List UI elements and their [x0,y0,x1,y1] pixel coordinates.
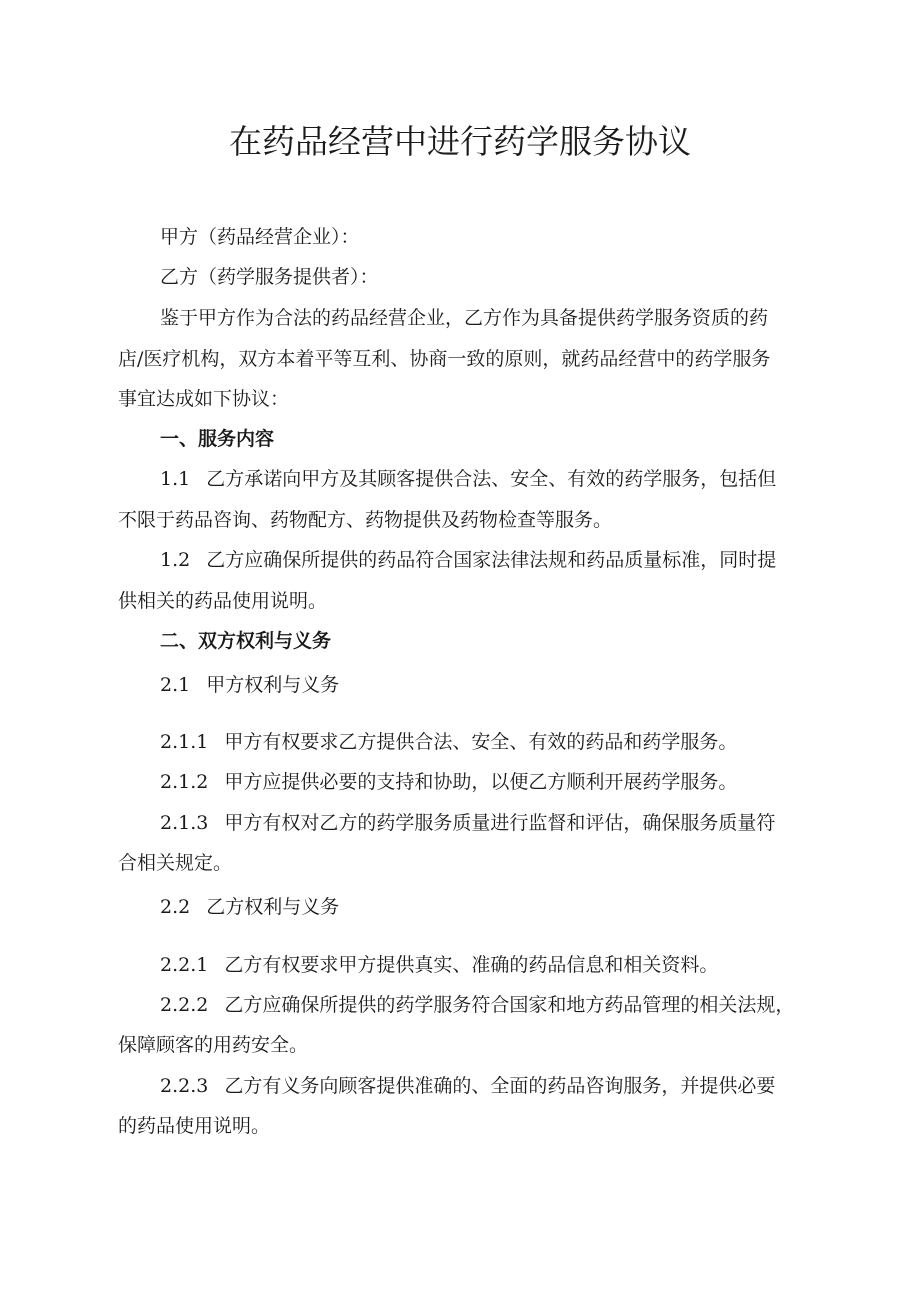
clause-number: 2.2 [160,896,191,918]
clause-text: 乙方承诺向甲方及其顾客提供合法、安全、有效的药学服务，包括但 [206,468,777,490]
clause-number: 2.1.2 [160,771,209,793]
clause-text: 甲方有权对乙方的药学服务质量进行监督和评估，确保服务质量符 [224,812,776,834]
clause-2-2-3-line-2: 的药品使用说明。 [118,1115,271,1137]
clause-number: 2.2.3 [160,1075,209,1097]
clause-text: 甲方有权要求乙方提供合法、安全、有效的药品和药学服务。 [224,731,738,753]
clause-2-1 [160,672,810,698]
clause-2-2-2-line-1 [160,992,810,1018]
clause-number: 2.2.2 [160,994,209,1016]
clause-1-2-line-1 [160,547,810,573]
clause-number: 2.1 [160,674,191,696]
clause-text: 甲方权利与义务 [206,674,340,696]
clause-number: 2.2.1 [160,954,209,976]
section-1-heading: 一、服务内容 [160,428,275,450]
clause-1-2-line-2: 供相关的药品使用说明。 [118,590,328,612]
clause-2-1-3-line-2: 合相关规定。 [118,852,233,874]
party-a-line: 甲方（药品经营企业）： [160,226,360,248]
clause-2-2-3-line-1 [160,1073,810,1099]
clause-1-1-line-2: 不限于药品咨询、药物配方、药物提供及药物检查等服务。 [118,509,613,531]
preamble-line-1: 鉴于甲方作为合法的药品经营企业，乙方作为具备提供药学服务资质的药 [160,307,769,329]
clause-2-1-1 [160,729,810,755]
clause-2-2-1 [160,952,810,978]
clause-number: 2.1.3 [160,812,209,834]
clause-text: 乙方有义务向顾客提供准确的、全面的药品咨询服务，并提供必要 [224,1075,776,1097]
clause-text: 乙方有权要求甲方提供真实、准确的药品信息和相关资料。 [224,954,719,976]
preamble-line-3: 事宜达成如下协议： [118,388,290,410]
section-2-heading: 二、双方权利与义务 [160,630,332,652]
document-title: 在药品经营中进行药学服务协议 [229,122,691,161]
party-b-line: 乙方（药学服务提供者）： [160,266,379,288]
clause-number: 1.2 [160,549,191,571]
clause-text: 甲方应提供必要的支持和协助，以便乙方顺利开展药学服务。 [224,771,738,793]
clause-1-1-line-1 [160,466,810,492]
clause-text: 乙方应确保所提供的药学服务符合国家和地方药品管理的相关法规， [224,994,795,1016]
clause-2-1-3-line-1 [160,810,810,836]
clause-2-1-2 [160,769,810,795]
clause-2-2 [160,894,810,920]
clause-number: 2.1.1 [160,731,209,753]
clause-text: 乙方应确保所提供的药品符合国家法律法规和药品质量标准，同时提 [206,549,777,571]
clause-2-2-2-line-2: 保障顾客的用药安全。 [118,1034,309,1056]
clause-text: 乙方权利与义务 [206,896,340,918]
preamble-line-2: 店/医疗机构，双方本着平等互利、协商一致的原则，就药品经营中的药学服务 [118,348,771,370]
clause-number: 1.1 [160,468,191,490]
